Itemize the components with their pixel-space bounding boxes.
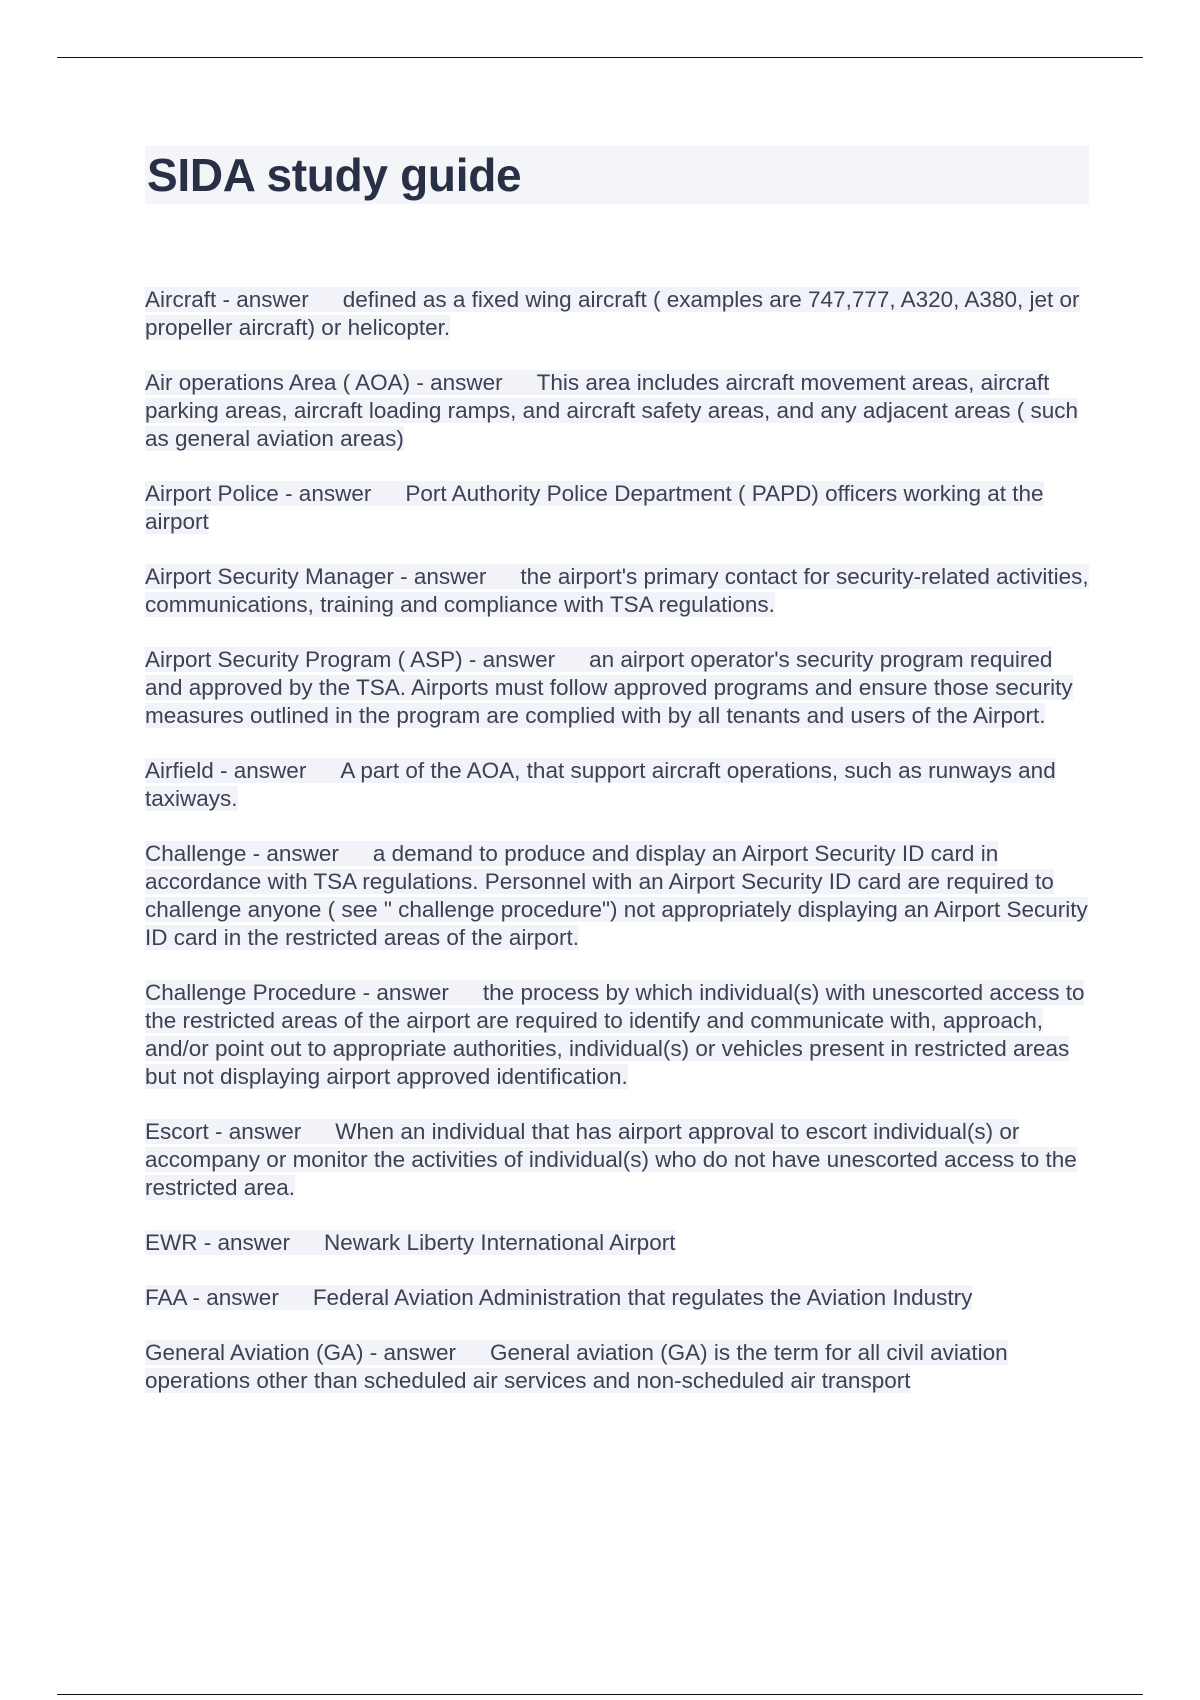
glossary-entry (145, 286, 1089, 342)
page-title: SIDA study guide (147, 149, 522, 201)
entry-term: Airport Security Manager (145, 564, 394, 589)
entry-text (145, 370, 1078, 451)
entry-text (145, 481, 1044, 534)
entry-definition: an airport operator's security program required and approved by the TSA. Airports must follow approved programs and ensure those security measures outlined in the program are complied with by all tenants and users of the Airport. (145, 647, 1073, 728)
glossary-entry (145, 840, 1089, 952)
entry-separator: - answer (197, 1230, 291, 1255)
glossary-entry (145, 1118, 1089, 1202)
entry-term: EWR (145, 1230, 198, 1255)
title-banner (145, 146, 1089, 204)
entry-definition: a demand to produce and display an Airport Security ID card in accordance with TSA regulations. Personnel with an Airport Security ID card are required to challenge anyone ( see " challenge procedure") not appropriately displaying an Airport Security ID card in the restricted areas of the airport. (145, 841, 1088, 950)
entry-definition: General aviation (GA) is the term for all civil aviation operations other than scheduled air services and non-scheduled air transport (145, 1340, 1008, 1393)
entry-separator: - answer (363, 1340, 456, 1365)
entry-term: Airport Security Program ( ASP) (145, 647, 463, 672)
entry-definition: When an individual that has airport approval to escort individual(s) or accompany or monitor the activities of individual(s) who do not have unescorted access to the restricted area. (145, 1119, 1077, 1200)
entry-term: Airport Police (145, 481, 279, 506)
entry-definition: A part of the AOA, that support aircraft operations, such as runways and taxiways. (145, 758, 1056, 811)
entry-separator: - answer (393, 564, 487, 589)
glossary-entry (145, 979, 1089, 1091)
glossary-entry (145, 757, 1089, 813)
entry-separator: - answer (278, 481, 372, 506)
entry-text (145, 564, 1089, 617)
entry-definition: Federal Aviation Administration that regulates the Aviation Industry (312, 1285, 973, 1310)
glossary-entry (145, 1339, 1089, 1395)
entry-term: Escort (145, 1119, 209, 1144)
page-top-rule (57, 57, 1143, 58)
entry-separator: - answer (410, 370, 503, 395)
entry-definition: the process by which individual(s) with unescorted access to the restricted areas of the airport are required to identify and communicate with, approach, and/or point out to appropriate authorities, individual(s) or vehicles present in restricted areas but not displaying airport approved identification. (145, 980, 1085, 1089)
entry-text (145, 980, 1084, 1089)
entry-text (145, 1340, 1008, 1393)
entry-separator: - answer (462, 647, 556, 672)
entry-definition: defined as a fixed wing aircraft ( examples are 747,777, A320, A380, jet or propeller aircraft) or helicopter. (145, 287, 1080, 340)
entry-term: Aircraft (145, 287, 217, 312)
entry-term: Air operations Area ( AOA) (145, 370, 411, 395)
entry-text (145, 1119, 1077, 1200)
entry-term: FAA (145, 1285, 187, 1310)
entry-term: General Aviation (GA) (145, 1340, 364, 1365)
entry-definition: Port Authority Police Department ( PAPD) officers working at the airport (145, 481, 1044, 534)
entry-definition: Newark Liberty International Airport (324, 1230, 676, 1255)
glossary-entry (145, 369, 1089, 453)
glossary-entry (145, 480, 1089, 536)
entry-separator: - answer (216, 287, 309, 312)
entry-separator: - answer (213, 758, 307, 783)
entry-term: Challenge Procedure (145, 980, 357, 1005)
entry-separator: - answer (208, 1119, 302, 1144)
glossary-entry (145, 563, 1089, 619)
entry-separator: - answer (356, 980, 449, 1005)
entry-definition: the airport's primary contact for security-related activities, communications, training and compliance with TSA regulations. (145, 564, 1089, 617)
glossary-entry (145, 1284, 1089, 1312)
glossary-entry (145, 1229, 1089, 1257)
page-bottom-rule (57, 1694, 1143, 1695)
entry-text (145, 758, 1056, 811)
entry-separator: - answer (246, 841, 339, 866)
entry-separator: - answer (186, 1285, 279, 1310)
entry-text (145, 1230, 675, 1255)
entry-term: Airfield (145, 758, 214, 783)
entry-text (145, 1285, 972, 1310)
entry-text (145, 841, 1088, 950)
entry-text (145, 287, 1080, 340)
entry-list (145, 286, 1089, 1395)
glossary-entry (145, 646, 1089, 730)
entry-term: Challenge (145, 841, 247, 866)
document-body (145, 146, 1089, 1422)
entry-definition: This area includes aircraft movement areas, aircraft parking areas, aircraft loading ramps, and aircraft safety areas, and any adjacent areas ( such as general aviation areas) (145, 370, 1078, 451)
entry-text (145, 647, 1073, 728)
